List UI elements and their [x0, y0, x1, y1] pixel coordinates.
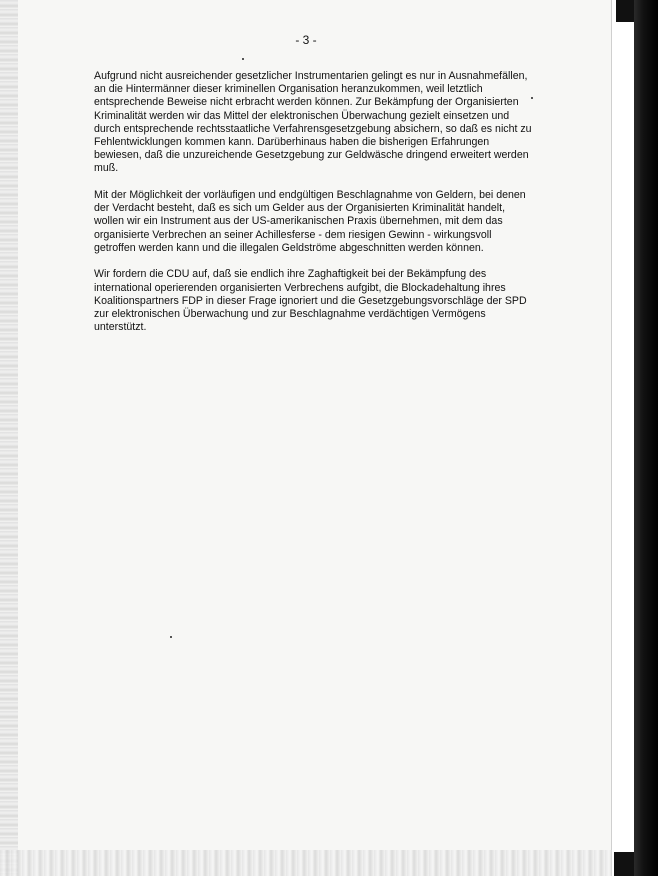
paragraph-3: Wir fordern die CDU auf, daß sie endlich ihre Zaghaftigkeit bei der Bekämpfung des international operierenden organisierten Verbrechens aufgibt, die Blockadehaltung ihres Koalitionspartners FDP in dieser Frage ignoriert und die Gesetzgebungsvorschläge der SPD zur elektronischen Überwachung und zur Beschlagnahme verdächtigen Vermögens unterstützt. — [94, 268, 527, 334]
scan-corner-top — [616, 0, 634, 22]
document-body — [94, 70, 534, 348]
scan-bottom-edge — [0, 850, 612, 876]
paragraph-2: Mit der Möglichkeit der vorläufigen und endgültigen Beschlagnahme von Geldern, bei denen der Verdacht besteht, daß es sich um Gelder aus der Organisierten Kriminalität handelt, wollen wir ein Instrument aus der US-amerikanischen Praxis übernehmen, mit dem das organisierte Verbrechen an seiner Achillesferse - dem riesigen Gewinn - wirkungsvoll getroffen werden kann und die illegalen Geldströme abgeschnitten werden können. — [94, 189, 526, 254]
paragraph-1: Aufgrund nicht ausreichender gesetzlicher Instrumentarien gelingt es nur in Ausnahmefällen, an die Hintermänner dieser kriminellen Organisation heranzukommen, weil letztlich entsprechende Beweise nicht erbracht werden können. Zur Bekämpfung der Organisierten Kriminalität werden wir das Mittel der elektronischen Überwachung gezielt einsetzen und durch entsprechende rechtsstaatliche Verfahrensgesetzgebung absichern, so daß es nicht zu Fehlentwicklungen kommen kann. Darüberhinaus haben die bisherigen Erfahrungen bewiesen, daß die unzureichende Gesetzgebung zur Geldwäsche dringend erweitert werden muß. — [94, 70, 532, 175]
page-number: - 3 - — [295, 33, 317, 47]
scan-speck — [531, 97, 533, 99]
scan-corner-bottom — [614, 852, 634, 876]
scan-left-edge — [0, 0, 18, 876]
scan-speck — [170, 636, 172, 638]
scan-right-black-border — [634, 0, 658, 876]
scan-speck — [242, 58, 244, 60]
